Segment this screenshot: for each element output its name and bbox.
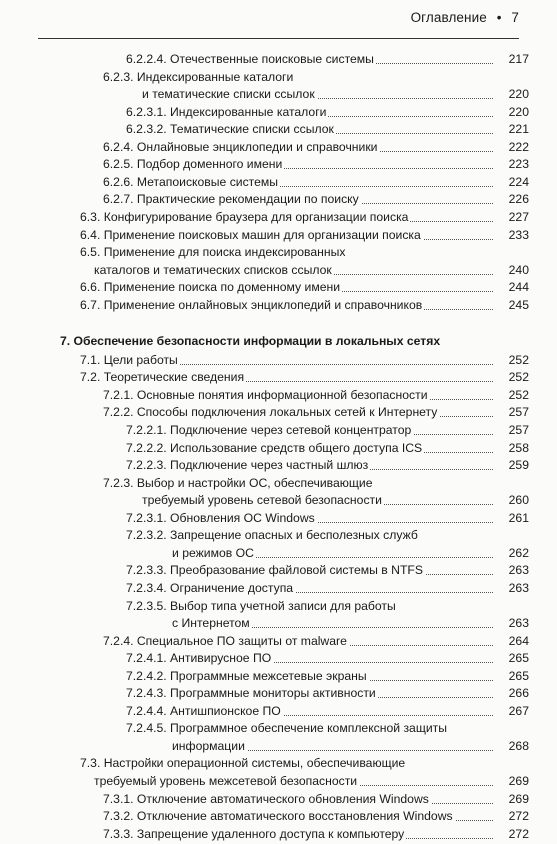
toc-entry-title: каталогов и тематических списков ссылок (94, 262, 332, 277)
toc-entry (0, 704, 557, 721)
toc-entry-title: требуемый уровень сетевой безопасности (142, 493, 382, 508)
toc-entry-title: 7.2.3. Выбор и настройки ОС, обеспечивающие (103, 475, 373, 490)
toc-entry-title: 6.2.6. Метапоисковые системы (103, 174, 279, 189)
toc-entry-title: и режимов ОС (172, 545, 254, 560)
toc-page-number: 268 (493, 739, 529, 753)
toc-entry-title: 7.2.4.3. Программные мониторы активности (126, 686, 376, 701)
toc-entry-title: 7.2.4.4. Антишпионское ПО (126, 703, 281, 718)
toc-page-number: 265 (493, 669, 529, 683)
toc-entry (0, 263, 557, 280)
toc-entry (0, 546, 557, 563)
toc-entry (0, 774, 557, 791)
toc-entry-title: 6.3. Конфигурирование браузера для организации поиска (80, 209, 409, 224)
toc-entry (0, 87, 557, 104)
toc-chapter-heading (0, 334, 557, 351)
toc-entry (0, 298, 557, 315)
toc-entry (0, 528, 557, 545)
toc-entry (0, 651, 557, 668)
toc-page-number: 264 (493, 634, 529, 648)
toc-page-number: 262 (493, 546, 529, 560)
running-head-title: Оглавление (410, 10, 487, 25)
toc-page-number: 220 (493, 87, 529, 101)
toc-entry-title: 7. Обеспечение безопасности информации в локальных сетях (60, 334, 441, 349)
toc-entry (0, 739, 557, 756)
toc-entry-title: 6.2.3.1. Индексированные каталоги (126, 104, 327, 119)
toc-entry-title: с Интернетом (172, 616, 250, 631)
toc-page-number: 252 (493, 388, 529, 402)
toc-entry-title: 7.3. Настройки операционной системы, обеспечивающие (80, 756, 406, 771)
toc-entry-title: 7.3.2. Отключение автоматического восстановления Windows (103, 809, 453, 824)
toc-page-number: 265 (493, 651, 529, 665)
toc-entry-title: 6.2.3.2. Тематические списки ссылок (126, 122, 334, 137)
toc-entry (0, 370, 557, 387)
toc-page-number: 263 (493, 616, 529, 630)
toc-page-number: 233 (493, 228, 529, 242)
toc-page-number: 223 (493, 157, 529, 171)
toc-entry-title: 6.7. Применение онлайновых энциклопедий и справочников (80, 297, 423, 312)
running-head-page-number: 7 (511, 10, 519, 25)
toc-entry (0, 353, 557, 370)
toc-entry-title: 6.2.7. Практические рекомендации по поиску (103, 192, 359, 207)
toc-entry-title: 7.2.2.3. Подключение через частный шлюз (126, 458, 369, 473)
toc-entry (0, 192, 557, 209)
toc-entry-title: 7.2.2. Способы подключения локальных сетей к Интернету (103, 405, 438, 420)
toc-entry-title: 7.3.1. Отключение автоматического обновления Windows (103, 791, 429, 806)
toc-entry-title: 6.2.4. Онлайновые энциклопедии и справочники (103, 139, 378, 154)
toc-entry (0, 827, 557, 844)
toc-page-number: 272 (493, 827, 529, 841)
toc-page-number: 222 (493, 140, 529, 154)
toc-entry (0, 686, 557, 703)
toc-page-number: 269 (493, 774, 529, 788)
toc-entry (0, 669, 557, 686)
toc-entry (0, 563, 557, 580)
toc-entry (0, 280, 557, 297)
toc-entry (0, 476, 557, 493)
toc-page-number: 267 (493, 704, 529, 718)
toc-entry (0, 122, 557, 139)
toc-entry (0, 105, 557, 122)
running-head (411, 10, 519, 25)
toc-entry (0, 228, 557, 245)
toc-entry-title: 6.2.3. Индексированные каталоги (103, 69, 294, 84)
toc-entry-title: 7.2.4.2. Программные межсетевые экраны (126, 668, 367, 683)
toc-entry-title: 7.2.3.2. Запрещение опасных и бесполезных служб (126, 528, 418, 543)
toc-entry (0, 157, 557, 174)
toc-entry (0, 792, 557, 809)
toc-page-number: 269 (493, 792, 529, 806)
toc-page-number: 240 (493, 263, 529, 277)
toc-entry (0, 809, 557, 826)
toc-entry-title: 7.3.3. Запрещение удаленного доступа к компьютеру (103, 826, 405, 841)
toc-entry-title: 7.2.3.1. Обновления ОС Windows (126, 510, 315, 525)
toc-entry (0, 175, 557, 192)
toc-entry-title: 7.2.4. Специальное ПО защиты от malware (103, 633, 347, 648)
toc-entry (0, 581, 557, 598)
toc-page-number: 258 (493, 441, 529, 455)
toc-page-number: 226 (493, 192, 529, 206)
toc-entry (0, 493, 557, 510)
toc-page-number: 221 (493, 122, 529, 136)
toc-entry (0, 756, 557, 773)
toc-page-number: 252 (493, 370, 529, 384)
toc-entry (0, 405, 557, 422)
toc-page-number: 272 (493, 809, 529, 823)
toc-entry-title: информации (172, 738, 245, 753)
running-head-bullet: • (496, 10, 502, 25)
toc-entry (0, 511, 557, 528)
toc-entry (0, 388, 557, 405)
toc-entry (0, 70, 557, 87)
toc-page-number: 217 (493, 52, 529, 66)
toc-entry (0, 458, 557, 475)
header-rule (38, 38, 519, 39)
toc-entry (0, 52, 557, 69)
toc-entry-title: 6.6. Применение поиска по доменному имени (80, 280, 341, 295)
toc-entry (0, 245, 557, 262)
toc-entry-title: 7.2.3.3. Преобразование файловой системы в NTFS (126, 563, 423, 578)
toc-page-number: 263 (493, 563, 529, 577)
toc-page-number: 263 (493, 581, 529, 595)
toc-entry (0, 140, 557, 157)
toc-page-number: 261 (493, 511, 529, 525)
toc-entry-title: 7.2.3.4. Ограничение доступа (126, 580, 294, 595)
page-header (0, 0, 557, 38)
toc-page-number: 252 (493, 353, 529, 367)
toc-entry-title: требуемый уровень межсетевой безопасности (94, 774, 358, 788)
toc-page-number: 259 (493, 458, 529, 472)
toc-page-number: 260 (493, 493, 529, 507)
toc-page-number: 227 (493, 210, 529, 224)
toc-entry-title: 7.2.4.1. Антивирусное ПО (126, 651, 272, 666)
toc-page-number: 224 (493, 175, 529, 189)
toc-entry-title: 6.5. Применение для поиска индексированных (80, 245, 346, 260)
toc-entry-title: 7.2.2.2. Использование средств общего доступа ICS (126, 440, 423, 455)
toc-entry-title: 7.2.1. Основные понятия информационной безопасности (103, 387, 428, 402)
toc-entry-title: и тематические списки ссылок (142, 87, 315, 102)
toc-entry (0, 441, 557, 458)
toc-page-number: 245 (493, 298, 529, 312)
toc-entry (0, 423, 557, 440)
toc-entry (0, 616, 557, 633)
toc-entry-title: 7.2.4.5. Программное обеспечение комплексной защиты (126, 721, 448, 736)
toc-entry-title: 7.2. Теоретические сведения (80, 370, 245, 385)
toc-page-number: 244 (493, 280, 529, 294)
toc-entry (0, 634, 557, 651)
toc-entry-title: 7.2.3.5. Выбор типа учетной записи для работы (126, 598, 396, 613)
toc-page-number: 257 (493, 423, 529, 437)
toc-page-number: 257 (493, 405, 529, 419)
toc-page-number: 220 (493, 105, 529, 119)
toc-entry-title: 7.1. Цели работы (80, 352, 178, 367)
toc-entry-title: 6.2.2.4. Отечественные поисковые системы (126, 52, 374, 66)
toc-page-number: 266 (493, 686, 529, 700)
toc-entry-title: 7.2.2.1. Подключение через сетевой концентратор (126, 423, 412, 437)
toc-entry-title: 6.2.5. Подбор доменного имени (103, 157, 283, 172)
toc-entry (0, 721, 557, 738)
toc-entry (0, 599, 557, 616)
toc-entry-title: 6.4. Применение поисковых машин для организации поиска (80, 227, 421, 242)
toc-entry (0, 210, 557, 227)
